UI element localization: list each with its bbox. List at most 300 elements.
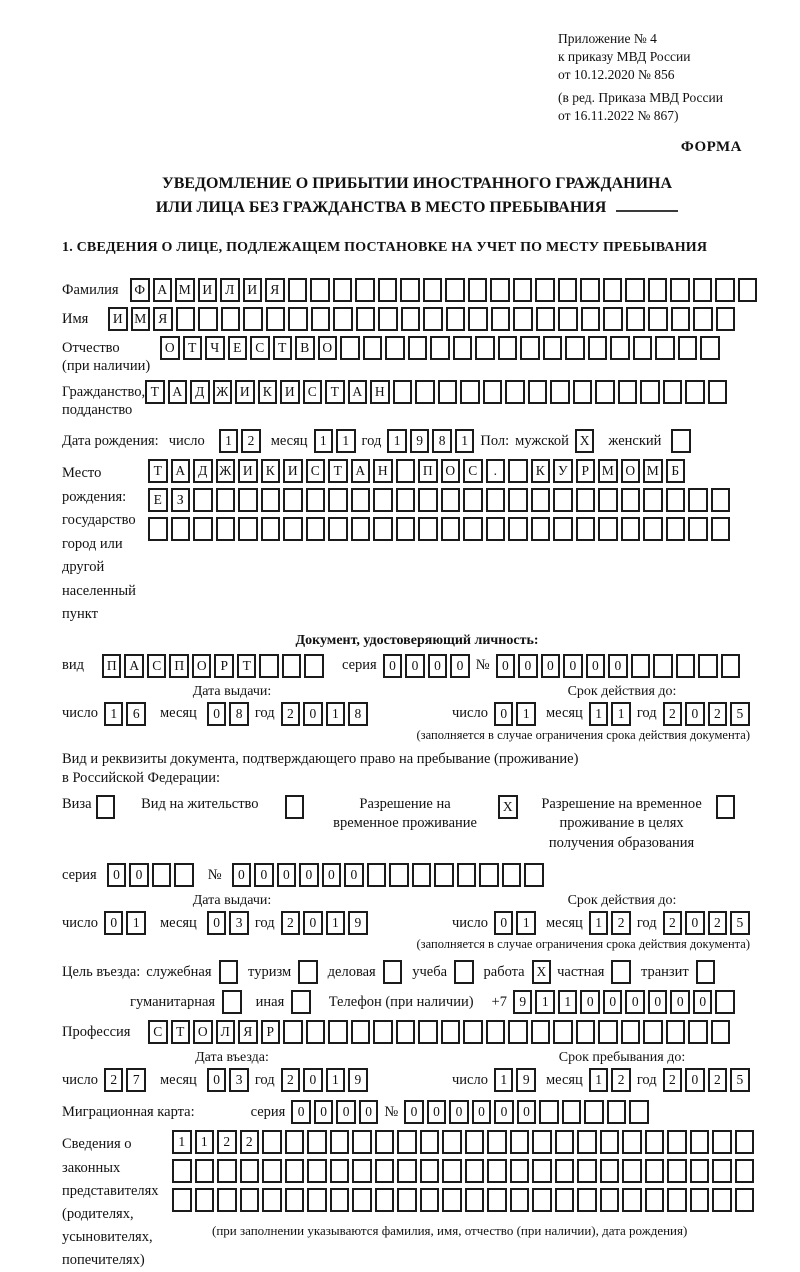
- birth-place-cell[interactable]: [508, 459, 528, 483]
- legal-reps-cell[interactable]: [645, 1188, 665, 1212]
- firstname-cell[interactable]: [446, 307, 466, 331]
- legal-reps-cell[interactable]: [397, 1130, 417, 1154]
- residence-valid-year-cell[interactable]: 0: [685, 911, 705, 935]
- phone-cell[interactable]: 0: [580, 990, 600, 1014]
- legal-reps-cell[interactable]: [285, 1130, 305, 1154]
- residence-issue-month-cell[interactable]: 3: [229, 911, 249, 935]
- residence-issue-year-cell[interactable]: 0: [303, 911, 323, 935]
- profession-cell[interactable]: [396, 1020, 416, 1044]
- birth-place-cell[interactable]: [306, 517, 326, 541]
- birth-place-cell[interactable]: [486, 517, 506, 541]
- identity-issue-month-cell[interactable]: 0: [207, 702, 227, 726]
- legal-reps-cell[interactable]: [735, 1130, 755, 1154]
- birth-place-cell[interactable]: [328, 488, 348, 512]
- profession-cell[interactable]: [598, 1020, 618, 1044]
- birth-place-cell[interactable]: [216, 517, 236, 541]
- citizenship-cell[interactable]: Т: [145, 380, 165, 404]
- identity-series-cell[interactable]: 0: [450, 654, 470, 678]
- citizenship-cell[interactable]: Д: [190, 380, 210, 404]
- birth-place-cell[interactable]: [666, 488, 686, 512]
- residence-number-cell[interactable]: 0: [322, 863, 342, 887]
- residence-valid-year-cell[interactable]: 2: [708, 911, 728, 935]
- legal-reps-cell[interactable]: [307, 1188, 327, 1212]
- legal-reps-cell[interactable]: [555, 1188, 575, 1212]
- birth-month-cell[interactable]: 1: [314, 429, 334, 453]
- birth-place-cell[interactable]: М: [598, 459, 618, 483]
- birth-place-cell[interactable]: [238, 488, 258, 512]
- identity-kind-cell[interactable]: П: [169, 654, 189, 678]
- legal-reps-cell[interactable]: [487, 1130, 507, 1154]
- identity-kind-cell[interactable]: П: [102, 654, 122, 678]
- phone-cell[interactable]: 0: [648, 990, 668, 1014]
- legal-reps-cell[interactable]: [690, 1188, 710, 1212]
- legal-reps-cell[interactable]: [330, 1130, 350, 1154]
- profession-cell[interactable]: [373, 1020, 393, 1044]
- firstname-cell[interactable]: [401, 307, 421, 331]
- identity-kind-cell[interactable]: [304, 654, 324, 678]
- birth-place-cell[interactable]: Н: [373, 459, 393, 483]
- legal-reps-cell[interactable]: [375, 1188, 395, 1212]
- stay-day-cell[interactable]: 9: [516, 1068, 536, 1092]
- identity-number-cell[interactable]: [631, 654, 651, 678]
- migration-number-cell[interactable]: [539, 1100, 559, 1124]
- birth-year-cell[interactable]: 1: [387, 429, 407, 453]
- citizenship-cell[interactable]: [573, 380, 593, 404]
- identity-number-cell[interactable]: 0: [608, 654, 628, 678]
- profession-cell[interactable]: [621, 1020, 641, 1044]
- residence-series-cell[interactable]: [174, 863, 194, 887]
- surname-cell[interactable]: [693, 278, 713, 302]
- birth-place-cell[interactable]: [621, 488, 641, 512]
- surname-cell[interactable]: [513, 278, 533, 302]
- legal-reps-cell[interactable]: 1: [195, 1130, 215, 1154]
- identity-kind-cell[interactable]: А: [124, 654, 144, 678]
- birth-place-cell[interactable]: А: [171, 459, 191, 483]
- residence-issue-month-cell[interactable]: 0: [207, 911, 227, 935]
- legal-reps-cell[interactable]: [397, 1188, 417, 1212]
- citizenship-cell[interactable]: [415, 380, 435, 404]
- birth-place-cell[interactable]: С: [463, 459, 483, 483]
- birth-place-cell[interactable]: И: [238, 459, 258, 483]
- identity-kind-cell[interactable]: [282, 654, 302, 678]
- identity-valid-year-cell[interactable]: 2: [708, 702, 728, 726]
- surname-cell[interactable]: [535, 278, 555, 302]
- legal-reps-cell[interactable]: [352, 1188, 372, 1212]
- birth-year-cell[interactable]: 9: [410, 429, 430, 453]
- identity-number-cell[interactable]: 0: [518, 654, 538, 678]
- purpose-tourism-cell[interactable]: [298, 960, 318, 984]
- residence-number-cell[interactable]: [389, 863, 409, 887]
- purpose-transit-cell[interactable]: [696, 960, 716, 984]
- residence-number-cell[interactable]: [502, 863, 522, 887]
- birth-place-cell[interactable]: [261, 517, 281, 541]
- entry-day-cell[interactable]: 7: [126, 1068, 146, 1092]
- legal-reps-cell[interactable]: [667, 1188, 687, 1212]
- surname-cell[interactable]: [715, 278, 735, 302]
- identity-valid-month-cell[interactable]: 1: [611, 702, 631, 726]
- profession-cell[interactable]: [463, 1020, 483, 1044]
- legal-reps-cell[interactable]: [577, 1130, 597, 1154]
- residence-valid-year-cell[interactable]: 2: [663, 911, 683, 935]
- firstname-cell[interactable]: [221, 307, 241, 331]
- birth-place-cell[interactable]: [688, 488, 708, 512]
- birth-place-cell[interactable]: А: [351, 459, 371, 483]
- birth-place-cell[interactable]: [711, 517, 731, 541]
- legal-reps-cell[interactable]: [510, 1188, 530, 1212]
- identity-valid-month-cell[interactable]: 1: [589, 702, 609, 726]
- purpose-work-cell[interactable]: X: [532, 960, 552, 984]
- stay-year-cell[interactable]: 0: [685, 1068, 705, 1092]
- surname-cell[interactable]: Л: [220, 278, 240, 302]
- migration-number-cell[interactable]: 0: [472, 1100, 492, 1124]
- patronymic-cell[interactable]: [475, 336, 495, 360]
- profession-cell[interactable]: [576, 1020, 596, 1044]
- patronymic-cell[interactable]: С: [250, 336, 270, 360]
- profession-cell[interactable]: [486, 1020, 506, 1044]
- birth-place-cell[interactable]: [553, 517, 573, 541]
- patronymic-cell[interactable]: В: [295, 336, 315, 360]
- surname-cell[interactable]: [355, 278, 375, 302]
- citizenship-cell[interactable]: [460, 380, 480, 404]
- birth-place-cell[interactable]: [643, 517, 663, 541]
- birth-place-cell[interactable]: З: [171, 488, 191, 512]
- birth-place-cell[interactable]: [441, 488, 461, 512]
- surname-cell[interactable]: Ф: [130, 278, 150, 302]
- citizenship-cell[interactable]: К: [258, 380, 278, 404]
- birth-place-cell[interactable]: [351, 488, 371, 512]
- residence-valid-year-cell[interactable]: 5: [730, 911, 750, 935]
- legal-reps-cell[interactable]: [510, 1130, 530, 1154]
- identity-issue-year-cell[interactable]: 0: [303, 702, 323, 726]
- birth-place-cell[interactable]: С: [306, 459, 326, 483]
- surname-cell[interactable]: [378, 278, 398, 302]
- identity-valid-year-cell[interactable]: 0: [685, 702, 705, 726]
- birth-place-cell[interactable]: О: [441, 459, 461, 483]
- firstname-cell[interactable]: М: [131, 307, 151, 331]
- surname-cell[interactable]: И: [243, 278, 263, 302]
- profession-cell[interactable]: [711, 1020, 731, 1044]
- birth-place-cell[interactable]: [598, 488, 618, 512]
- birth-place-cell[interactable]: [216, 488, 236, 512]
- birth-place-cell[interactable]: [171, 517, 191, 541]
- residence-permit-cell[interactable]: [285, 795, 305, 819]
- purpose-business-cell[interactable]: [383, 960, 403, 984]
- citizenship-cell[interactable]: А: [348, 380, 368, 404]
- profession-cell[interactable]: [306, 1020, 326, 1044]
- patronymic-cell[interactable]: [588, 336, 608, 360]
- patronymic-cell[interactable]: [700, 336, 720, 360]
- legal-reps-cell[interactable]: [285, 1188, 305, 1212]
- residence-valid-month-cell[interactable]: 2: [611, 911, 631, 935]
- birth-place-cell[interactable]: [643, 488, 663, 512]
- birth-place-cell[interactable]: [576, 488, 596, 512]
- identity-issue-year-cell[interactable]: 1: [326, 702, 346, 726]
- patronymic-cell[interactable]: [408, 336, 428, 360]
- purpose-study-cell[interactable]: [454, 960, 474, 984]
- patronymic-cell[interactable]: [543, 336, 563, 360]
- firstname-cell[interactable]: [558, 307, 578, 331]
- profession-cell[interactable]: Т: [171, 1020, 191, 1044]
- birth-place-cell[interactable]: [621, 517, 641, 541]
- identity-number-cell[interactable]: 0: [541, 654, 561, 678]
- surname-cell[interactable]: [558, 278, 578, 302]
- birth-place-cell[interactable]: [283, 488, 303, 512]
- firstname-cell[interactable]: [176, 307, 196, 331]
- identity-number-cell[interactable]: [721, 654, 741, 678]
- firstname-cell[interactable]: Я: [153, 307, 173, 331]
- phone-cell[interactable]: 0: [603, 990, 623, 1014]
- birth-place-cell[interactable]: Б: [666, 459, 686, 483]
- identity-number-cell[interactable]: 0: [586, 654, 606, 678]
- residence-number-cell[interactable]: [412, 863, 432, 887]
- citizenship-cell[interactable]: [595, 380, 615, 404]
- citizenship-cell[interactable]: [640, 380, 660, 404]
- entry-month-cell[interactable]: 3: [229, 1068, 249, 1092]
- firstname-cell[interactable]: [468, 307, 488, 331]
- legal-reps-cell[interactable]: [712, 1188, 732, 1212]
- residence-series-cell[interactable]: 0: [129, 863, 149, 887]
- citizenship-cell[interactable]: [505, 380, 525, 404]
- firstname-cell[interactable]: [491, 307, 511, 331]
- identity-issue-month-cell[interactable]: 8: [229, 702, 249, 726]
- legal-reps-cell[interactable]: [240, 1188, 260, 1212]
- citizenship-cell[interactable]: [483, 380, 503, 404]
- residence-series-cell[interactable]: [152, 863, 172, 887]
- profession-cell[interactable]: [328, 1020, 348, 1044]
- identity-kind-cell[interactable]: Т: [237, 654, 257, 678]
- citizenship-cell[interactable]: [663, 380, 683, 404]
- stay-year-cell[interactable]: 5: [730, 1068, 750, 1092]
- citizenship-cell[interactable]: Ж: [213, 380, 233, 404]
- patronymic-cell[interactable]: [363, 336, 383, 360]
- firstname-cell[interactable]: [266, 307, 286, 331]
- identity-kind-cell[interactable]: С: [147, 654, 167, 678]
- citizenship-cell[interactable]: [708, 380, 728, 404]
- firstname-cell[interactable]: [288, 307, 308, 331]
- residence-number-cell[interactable]: [457, 863, 477, 887]
- birth-place-cell[interactable]: [531, 517, 551, 541]
- phone-cell[interactable]: 1: [535, 990, 555, 1014]
- patronymic-cell[interactable]: [498, 336, 518, 360]
- citizenship-cell[interactable]: И: [235, 380, 255, 404]
- patronymic-cell[interactable]: [453, 336, 473, 360]
- identity-issue-year-cell[interactable]: 8: [348, 702, 368, 726]
- sex-male-cell[interactable]: X: [575, 429, 595, 453]
- migration-number-cell[interactable]: [562, 1100, 582, 1124]
- citizenship-cell[interactable]: [550, 380, 570, 404]
- firstname-cell[interactable]: [333, 307, 353, 331]
- purpose-humanitarian-cell[interactable]: [222, 990, 242, 1014]
- migration-number-cell[interactable]: 0: [404, 1100, 424, 1124]
- entry-year-cell[interactable]: 0: [303, 1068, 323, 1092]
- legal-reps-cell[interactable]: 1: [172, 1130, 192, 1154]
- surname-cell[interactable]: [445, 278, 465, 302]
- birth-place-cell[interactable]: И: [283, 459, 303, 483]
- citizenship-cell[interactable]: [528, 380, 548, 404]
- surname-cell[interactable]: [288, 278, 308, 302]
- identity-issue-day-cell[interactable]: 1: [104, 702, 124, 726]
- legal-reps-cell[interactable]: [735, 1188, 755, 1212]
- patronymic-cell[interactable]: [633, 336, 653, 360]
- birth-place-cell[interactable]: О: [621, 459, 641, 483]
- legal-reps-cell[interactable]: [712, 1130, 732, 1154]
- birth-place-cell[interactable]: Ж: [216, 459, 236, 483]
- birth-place-cell[interactable]: [396, 517, 416, 541]
- identity-valid-year-cell[interactable]: 2: [663, 702, 683, 726]
- birth-place-cell[interactable]: [463, 517, 483, 541]
- patronymic-cell[interactable]: [678, 336, 698, 360]
- firstname-cell[interactable]: [716, 307, 736, 331]
- birth-place-cell[interactable]: [283, 517, 303, 541]
- residence-valid-month-cell[interactable]: 1: [589, 911, 609, 935]
- residence-valid-day-cell[interactable]: 1: [516, 911, 536, 935]
- birth-place-cell[interactable]: [396, 488, 416, 512]
- migration-number-cell[interactable]: 0: [517, 1100, 537, 1124]
- identity-number-cell[interactable]: 0: [496, 654, 516, 678]
- migration-series-cell[interactable]: 0: [314, 1100, 334, 1124]
- legal-reps-cell[interactable]: [532, 1130, 552, 1154]
- legal-reps-cell[interactable]: [420, 1130, 440, 1154]
- legal-reps-cell[interactable]: [622, 1130, 642, 1154]
- surname-cell[interactable]: [580, 278, 600, 302]
- phone-cell[interactable]: 9: [513, 990, 533, 1014]
- legal-reps-cell[interactable]: [330, 1188, 350, 1212]
- legal-reps-cell[interactable]: [195, 1188, 215, 1212]
- patronymic-cell[interactable]: [340, 336, 360, 360]
- legal-reps-cell[interactable]: [690, 1130, 710, 1154]
- birth-place-cell[interactable]: К: [261, 459, 281, 483]
- birth-place-cell[interactable]: Р: [576, 459, 596, 483]
- birth-place-cell[interactable]: [711, 488, 731, 512]
- profession-cell[interactable]: [508, 1020, 528, 1044]
- surname-cell[interactable]: [468, 278, 488, 302]
- identity-kind-cell[interactable]: О: [192, 654, 212, 678]
- legal-reps-cell[interactable]: [532, 1188, 552, 1212]
- identity-series-cell[interactable]: 0: [428, 654, 448, 678]
- residence-number-cell[interactable]: [479, 863, 499, 887]
- profession-cell[interactable]: [441, 1020, 461, 1044]
- surname-cell[interactable]: М: [175, 278, 195, 302]
- legal-reps-cell[interactable]: [262, 1188, 282, 1212]
- stay-day-cell[interactable]: 1: [494, 1068, 514, 1092]
- patronymic-cell[interactable]: [655, 336, 675, 360]
- birth-place-cell[interactable]: [193, 517, 213, 541]
- migration-number-cell[interactable]: 0: [427, 1100, 447, 1124]
- stay-month-cell[interactable]: 2: [611, 1068, 631, 1092]
- birth-place-cell[interactable]: [351, 517, 371, 541]
- surname-cell[interactable]: А: [153, 278, 173, 302]
- firstname-cell[interactable]: [536, 307, 556, 331]
- phone-cell[interactable]: 0: [625, 990, 645, 1014]
- legal-reps-cell[interactable]: 2: [240, 1130, 260, 1154]
- legal-reps-cell[interactable]: [577, 1188, 597, 1212]
- birth-place-cell[interactable]: У: [553, 459, 573, 483]
- purpose-official-cell[interactable]: [219, 960, 239, 984]
- firstname-cell[interactable]: [671, 307, 691, 331]
- patronymic-cell[interactable]: [520, 336, 540, 360]
- identity-issue-year-cell[interactable]: 2: [281, 702, 301, 726]
- legal-reps-cell[interactable]: [600, 1130, 620, 1154]
- birth-place-cell[interactable]: Т: [328, 459, 348, 483]
- birth-place-cell[interactable]: [508, 517, 528, 541]
- legal-reps-cell[interactable]: [217, 1188, 237, 1212]
- surname-cell[interactable]: [738, 278, 758, 302]
- firstname-cell[interactable]: [693, 307, 713, 331]
- citizenship-cell[interactable]: [618, 380, 638, 404]
- legal-reps-cell[interactable]: [375, 1130, 395, 1154]
- legal-reps-cell[interactable]: [442, 1188, 462, 1212]
- firstname-cell[interactable]: [581, 307, 601, 331]
- surname-cell[interactable]: [310, 278, 330, 302]
- migration-number-cell[interactable]: [607, 1100, 627, 1124]
- entry-year-cell[interactable]: 1: [326, 1068, 346, 1092]
- migration-number-cell[interactable]: 0: [449, 1100, 469, 1124]
- birth-place-cell[interactable]: [553, 488, 573, 512]
- birth-day-cell[interactable]: 1: [219, 429, 239, 453]
- birth-place-cell[interactable]: [373, 488, 393, 512]
- visa-cell[interactable]: [96, 795, 116, 819]
- phone-cell[interactable]: 0: [693, 990, 713, 1014]
- birth-place-cell[interactable]: [508, 488, 528, 512]
- citizenship-cell[interactable]: [438, 380, 458, 404]
- citizenship-cell[interactable]: Т: [325, 380, 345, 404]
- residence-issue-year-cell[interactable]: 1: [326, 911, 346, 935]
- surname-cell[interactable]: Я: [265, 278, 285, 302]
- birth-place-cell[interactable]: [328, 517, 348, 541]
- migration-number-cell[interactable]: [629, 1100, 649, 1124]
- birth-place-cell[interactable]: К: [531, 459, 551, 483]
- birth-place-cell[interactable]: П: [418, 459, 438, 483]
- residence-number-cell[interactable]: [434, 863, 454, 887]
- profession-cell[interactable]: [666, 1020, 686, 1044]
- firstname-cell[interactable]: [423, 307, 443, 331]
- citizenship-cell[interactable]: А: [168, 380, 188, 404]
- residence-number-cell[interactable]: 0: [277, 863, 297, 887]
- birth-place-cell[interactable]: [666, 517, 686, 541]
- birth-place-cell[interactable]: Е: [148, 488, 168, 512]
- patronymic-cell[interactable]: О: [318, 336, 338, 360]
- migration-series-cell[interactable]: 0: [336, 1100, 356, 1124]
- firstname-cell[interactable]: [243, 307, 263, 331]
- identity-kind-cell[interactable]: Р: [214, 654, 234, 678]
- profession-cell[interactable]: Р: [261, 1020, 281, 1044]
- profession-cell[interactable]: [418, 1020, 438, 1044]
- citizenship-cell[interactable]: С: [303, 380, 323, 404]
- birth-place-cell[interactable]: [576, 517, 596, 541]
- legal-reps-cell[interactable]: [420, 1188, 440, 1212]
- birth-day-cell[interactable]: 2: [241, 429, 261, 453]
- identity-number-cell[interactable]: 0: [563, 654, 583, 678]
- firstname-cell[interactable]: [356, 307, 376, 331]
- residence-issue-year-cell[interactable]: 2: [281, 911, 301, 935]
- birth-year-cell[interactable]: 1: [455, 429, 475, 453]
- sex-female-cell[interactable]: [671, 429, 691, 453]
- firstname-cell[interactable]: [603, 307, 623, 331]
- residence-series-cell[interactable]: 0: [107, 863, 127, 887]
- identity-series-cell[interactable]: 0: [383, 654, 403, 678]
- citizenship-cell[interactable]: [685, 380, 705, 404]
- identity-issue-day-cell[interactable]: 6: [126, 702, 146, 726]
- patronymic-cell[interactable]: Ч: [205, 336, 225, 360]
- birth-place-cell[interactable]: [418, 488, 438, 512]
- citizenship-cell[interactable]: [393, 380, 413, 404]
- firstname-cell[interactable]: [626, 307, 646, 331]
- identity-valid-day-cell[interactable]: 0: [494, 702, 514, 726]
- patronymic-cell[interactable]: Т: [183, 336, 203, 360]
- birth-place-cell[interactable]: [598, 517, 618, 541]
- legal-reps-cell[interactable]: [172, 1188, 192, 1212]
- identity-number-cell[interactable]: [698, 654, 718, 678]
